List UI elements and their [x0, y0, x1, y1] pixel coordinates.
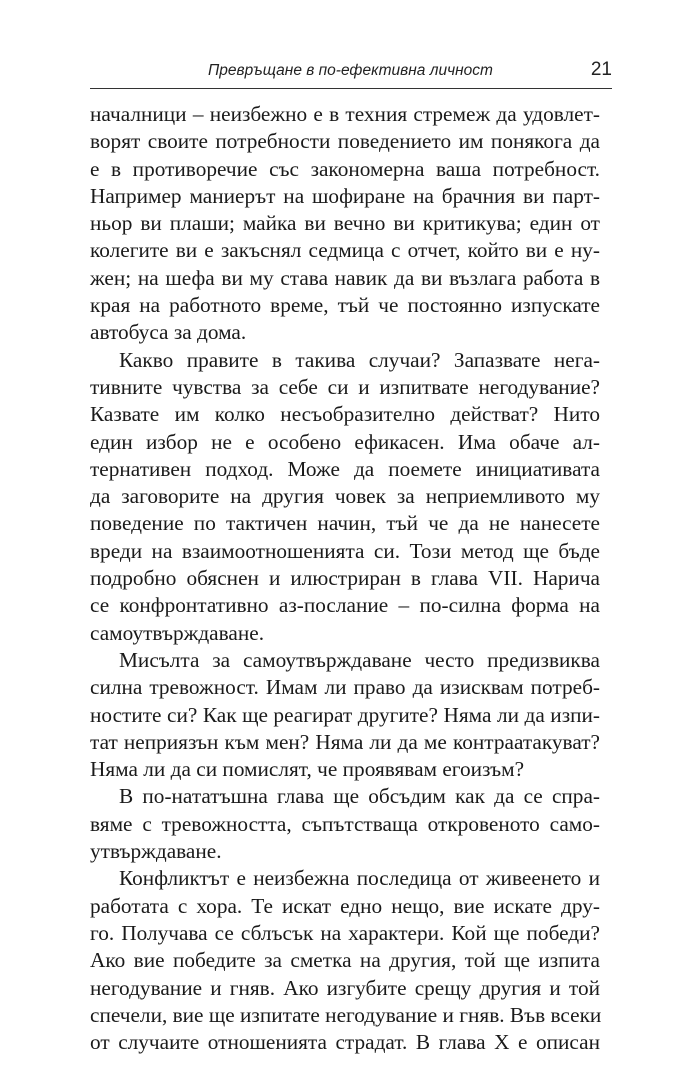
text-line: Ако вие победите за сметка на другия, той ще изпита: [90, 948, 600, 973]
text-line: да заговорите на другия човек за неприемливото му: [90, 484, 600, 509]
header-rule: [90, 88, 612, 89]
text-line: вреди на взаимоотношенията си. Този метод ще бъде: [90, 538, 600, 563]
text-line: негодувание и гняв. Ако изгубите срещу другия и той: [90, 975, 600, 1000]
text-line: Какво правите в такива случаи? Запазвате нега-: [119, 347, 600, 372]
text-line: Казвате им колко несъобразително действат? Нито: [90, 402, 600, 427]
text-line: ворят своите потребности поведението им понякога да: [90, 129, 600, 154]
text-line: тивните чувства за себе си и изпитвате негодувание?: [90, 374, 600, 399]
text-line: е в противоречие със закономерна ваша потребност.: [90, 156, 600, 181]
text-line: утвърждаване.: [90, 839, 222, 864]
text-line: Няма ли да си помислят, че проявявам егоизъм?: [90, 757, 525, 782]
text-line: тернативен подход. Може да поемете инициативата: [90, 456, 600, 481]
page-number: 21: [590, 59, 612, 80]
paragraph: [90, 347, 600, 647]
text-line: жен; на шефа ви му става навик да ви възлага работа в: [90, 265, 600, 290]
text-line: от случаите отношенията страдат. В глава X е описан: [90, 1030, 600, 1055]
text-line: поведение по тактичен начин, тъй че да не нанесете: [90, 511, 600, 536]
text-line: го. Получава се сблъсък на характери. Кой ще победи?: [90, 920, 600, 945]
running-header: [90, 60, 612, 90]
paragraph: [90, 101, 600, 347]
text-line: подробно обяснен и илюстриран в глава VII. Нарича: [90, 566, 600, 591]
text-line: колегите ви е закъснял седмица с отчет, който ви е ну-: [90, 238, 600, 263]
text-line: самоутвърждаване.: [90, 620, 265, 645]
paragraph: [90, 783, 600, 865]
text-line: се конфронтативно аз-послание – по-силна форма на: [90, 593, 600, 618]
paragraph: [90, 647, 600, 783]
text-line: автобуса за дома.: [90, 320, 247, 345]
text-line: спечели, вие ще изпитате негодувание и гняв. Във всеки: [90, 1002, 602, 1027]
text-line: ностите си? Как ще реагират другите? Няма ли да изпи-: [90, 702, 600, 727]
body-text: [90, 101, 600, 1056]
paragraph: [90, 865, 600, 1056]
text-line: началници – неизбежно е в техния стремеж да удовлет-: [90, 102, 600, 126]
text-line: вяме с тревожността, съпътстваща откровеното само-: [90, 811, 600, 836]
text-line: силна тревожност. Имам ли право да изисквам потреб-: [90, 675, 600, 700]
text-line: В по-нататъшна глава ще обсъдим как да се спра-: [119, 784, 600, 809]
text-line: работата с хора. Те искат едно нещо, вие искате дру-: [90, 893, 600, 918]
text-line: ньор ви плаши; майка ви вечно ви критикува; един от: [90, 211, 600, 236]
text-line: Мисълта за самоутвърждаване често предизвиква: [119, 647, 600, 672]
text-line: края на работното време, тъй че постоянно изпускате: [90, 293, 600, 318]
text-line: един избор не е особено ефикасен. Има обаче ал-: [90, 429, 600, 454]
text-line: Например маниерът на шофиране на брачния ви парт-: [90, 183, 600, 208]
text-line: тат неприязън към мен? Няма ли да ме контраатакуват?: [90, 729, 600, 754]
text-line: Конфликтът е неизбежна последица от живеенето и: [119, 866, 600, 891]
header-title: Превръщане в по-ефективна личност: [208, 62, 493, 79]
